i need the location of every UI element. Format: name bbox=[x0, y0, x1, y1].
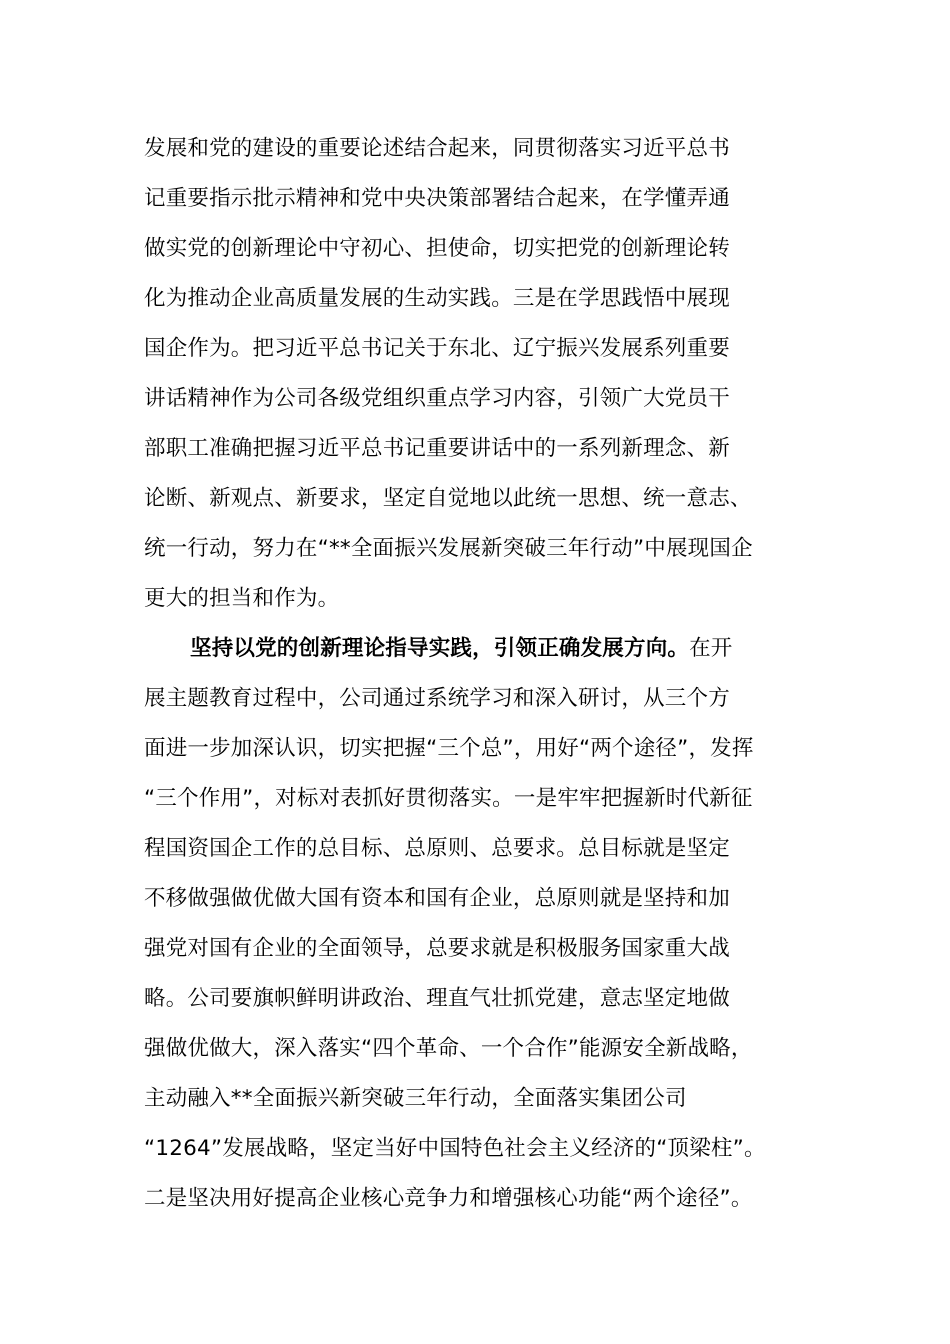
text-line: 强做优做大，深入落实“四个革命、一个合作”能源安全新战略， bbox=[144, 1036, 753, 1061]
text-line: 记重要指示批示精神和党中央决策部署结合起来，在学懂弄通 bbox=[144, 186, 730, 211]
paragraph-2 bbox=[144, 624, 814, 1224]
paragraph-heading-continuation: 在开 bbox=[689, 636, 733, 661]
text-line: 面进一步加深认识，切实把握“三个总”，用好“两个途径”，发挥 bbox=[144, 736, 754, 761]
paragraph-first-line bbox=[144, 624, 814, 674]
text-line: 程国资国企工作的总目标、总原则、总要求。总目标就是坚定 bbox=[144, 836, 730, 861]
text-line: 更大的担当和作为。 bbox=[144, 586, 340, 611]
text-line: 国企作为。把习近平总书记关于东北、辽宁振兴发展系列重要 bbox=[144, 336, 730, 361]
text-line: 发展和党的建设的重要论述结合起来，同贯彻落实习近平总书 bbox=[144, 136, 730, 161]
paragraph-heading: 坚持以党的创新理论指导实践，引领正确发展方向。 bbox=[190, 636, 690, 661]
text-line: 化为推动企业高质量发展的生动实践。三是在学思践悟中展现 bbox=[144, 286, 730, 311]
text-line: 展主题教育过程中，公司通过系统学习和深入研讨，从三个方 bbox=[144, 686, 730, 711]
text-line: 统一行动，努力在“**全面振兴发展新突破三年行动”中展现国企 bbox=[144, 536, 753, 561]
document-page bbox=[144, 124, 814, 1224]
text-line: 主动融入**全面振兴新突破三年行动，全面落实集团公司 bbox=[144, 1086, 687, 1111]
text-line: 部职工准确把握习近平总书记重要讲话中的一系列新理念、新 bbox=[144, 436, 730, 461]
text-line: 二是坚决用好提高企业核心竞争力和增强核心功能“两个途径”。 bbox=[144, 1186, 753, 1211]
text-line: “三个作用”，对标对表抓好贯彻落实。一是牢牢把握新时代新征 bbox=[144, 786, 753, 811]
text-line: 论断、新观点、新要求，坚定自觉地以此统一思想、统一意志、 bbox=[144, 486, 752, 511]
paragraph-1 bbox=[144, 124, 814, 624]
text-line: 做实党的创新理论中守初心、担使命，切实把党的创新理论转 bbox=[144, 236, 730, 261]
text-line: 讲话精神作为公司各级党组织重点学习内容，引领广大党员干 bbox=[144, 386, 730, 411]
text-line: 不移做强做优做大国有资本和国有企业，总原则就是坚持和加 bbox=[144, 886, 730, 911]
text-line: 强党对国有企业的全面领导，总要求就是积极服务国家重大战 bbox=[144, 936, 730, 961]
text-line: “1264”发展战略，坚定当好中国特色社会主义经济的“顶梁柱”。 bbox=[144, 1136, 766, 1161]
text-line: 略。公司要旗帜鲜明讲政治、理直气壮抓党建，意志坚定地做 bbox=[144, 986, 730, 1011]
